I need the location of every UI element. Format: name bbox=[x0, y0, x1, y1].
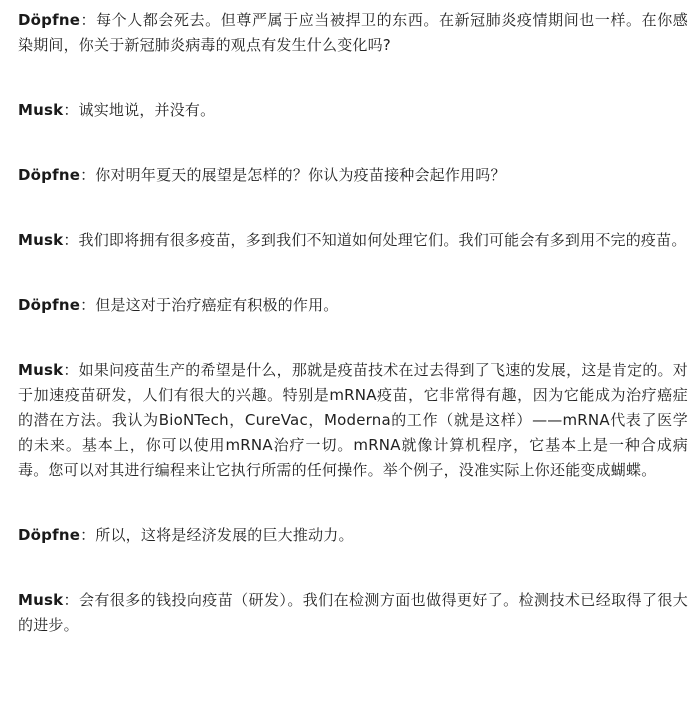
speaker-separator: ： bbox=[80, 166, 96, 184]
speaker-name: Musk bbox=[18, 101, 64, 119]
speaker-separator: ： bbox=[63, 231, 79, 249]
speaker-name: Döpfne bbox=[18, 526, 81, 544]
speaker-separator: ： bbox=[63, 361, 79, 379]
paragraph-musk-1 bbox=[18, 98, 688, 123]
paragraph-musk-3 bbox=[18, 358, 688, 483]
paragraph-dopfne-3 bbox=[18, 293, 688, 318]
paragraph-text: 会有很多的钱投向疫苗（研发）。我们在检测方面也做得更好了。检测技术已经取得了很大的进步。 bbox=[18, 591, 688, 634]
speaker-name: Musk bbox=[18, 361, 64, 379]
paragraph-text: 如果问疫苗生产的希望是什么，那就是疫苗技术在过去得到了飞速的发展，这是肯定的。对于加速疫苗研发，人们有很大的兴趣。特别是mRNA疫苗，它非常得有趣，因为它能成为治疗癌症的潜在方法。我认为BioNTech，CureVac，Moderna的工作（就是这样）——mRNA代表了医学的未来。基本上，你可以使用mRNA治疗一切。mRNA就像计算机程序，它基本上是一种合成病毒。您可以对其进行编程来让它执行所需的任何操作。举个例子，没准实际上你还能变成蝴蝶。 bbox=[18, 361, 688, 479]
paragraph-text: 诚实地说，并没有。 bbox=[78, 101, 216, 119]
speaker-separator: ： bbox=[80, 296, 96, 314]
speaker-name: Döpfne bbox=[18, 11, 81, 29]
speaker-name: Musk bbox=[18, 591, 64, 609]
speaker-name: Döpfne bbox=[18, 166, 81, 184]
paragraph-dopfne-4 bbox=[18, 523, 688, 548]
paragraph-text: 但是这对于治疗癌症有积极的作用。 bbox=[95, 296, 339, 314]
paragraph-text: 所以，这将是经济发展的巨大推动力。 bbox=[95, 526, 354, 544]
paragraph-text: 每个人都会死去。但尊严属于应当被捍卫的东西。在新冠肺炎疫情期间也一样。在你感染期间，你关于新冠肺炎病毒的观点有发生什么变化吗? bbox=[18, 11, 689, 54]
paragraph-text: 我们即将拥有很多疫苗，多到我们不知道如何处理它们。我们可能会有多到用不完的疫苗。 bbox=[78, 231, 687, 249]
speaker-name: Musk bbox=[18, 231, 64, 249]
speaker-separator: ： bbox=[63, 591, 79, 609]
speaker-separator: ： bbox=[63, 101, 79, 119]
paragraph-musk-4 bbox=[18, 588, 688, 638]
paragraph-dopfne-1 bbox=[18, 8, 688, 58]
paragraph-dopfne-2 bbox=[18, 163, 688, 188]
speaker-separator: ： bbox=[80, 526, 96, 544]
speaker-separator: ： bbox=[80, 11, 97, 29]
speaker-name: Döpfne bbox=[18, 296, 81, 314]
paragraph-text: 你对明年夏天的展望是怎样的？你认为疫苗接种会起作用吗？ bbox=[95, 166, 506, 184]
paragraph-musk-2 bbox=[18, 228, 688, 253]
